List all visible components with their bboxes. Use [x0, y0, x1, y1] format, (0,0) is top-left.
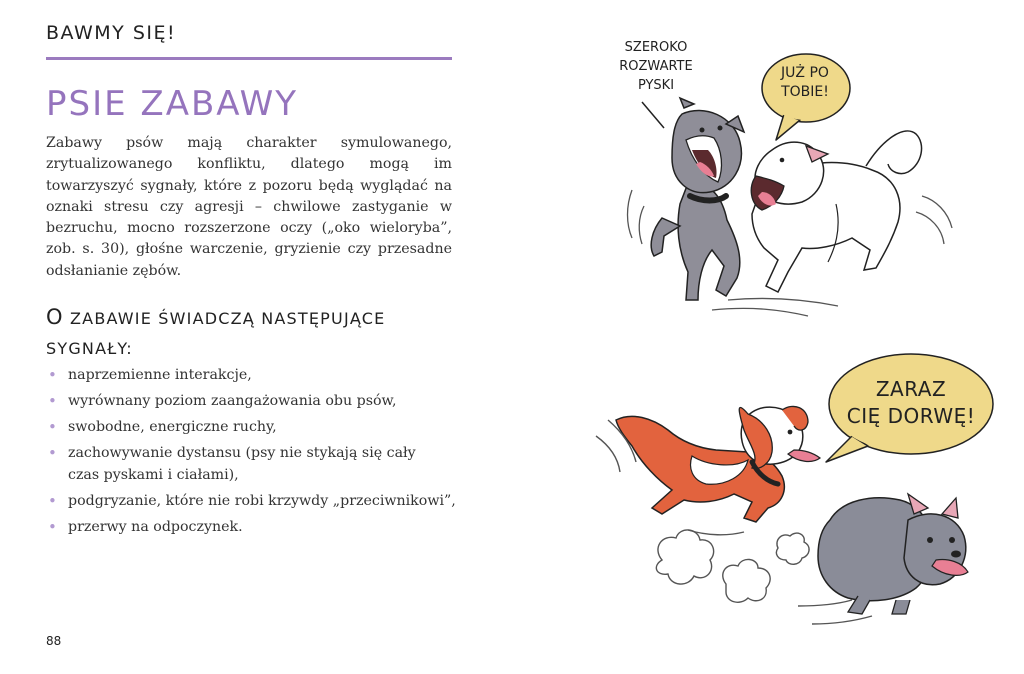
signals-subheading: [46, 300, 452, 362]
list-item: • swobodne, energiczne ruchy,: [46, 417, 466, 439]
body-paragraph: Zabawy psów mają charakter symulowanego, zrytualizowanego konfliktu, dlatego mogą im towarzyszyć sygnały, które z pozoru będą wyglądać na oznaki stresu czy agresji – chwilowe zastyganie w bezruchu, mocno rozszerzone oczy („oko wieloryba”, zob. s. 30), głośne warczenie, gryzienie czy przesadne odsłanianie zębów.: [46, 135, 452, 279]
subheading-line-1-rest: ZABAWIE ŚWIADCZĄ NASTĘPUJĄCE: [63, 309, 386, 328]
speech-bubble-2-text: [836, 376, 986, 430]
bulldog-illustration: [818, 494, 968, 614]
bubble-line: TOBIE!: [781, 84, 829, 100]
right-page: [512, 0, 1024, 674]
subheading-line-2: SYGNAŁY:: [46, 339, 133, 358]
caption-line: SZEROKO: [624, 40, 688, 55]
list-item: • przerwy na odpoczynek.: [46, 517, 466, 539]
subheading-initial: O: [46, 305, 64, 329]
subheading-line-1: [46, 300, 452, 336]
white-dog-illustration: [751, 131, 921, 292]
list-item: • zachowywanie dystansu (psy nie stykają się cały czas pyskami i ciałami),: [46, 443, 466, 486]
bubble-line: CIĘ DORWĘ!: [846, 404, 976, 428]
orange-dog-illustration: [616, 406, 820, 522]
page-number: 88: [46, 634, 62, 648]
signals-list: [46, 365, 466, 543]
illustration-caption: [596, 38, 716, 95]
list-item: • podgryzanie, które nie robi krzywdy „przeciwnikowi”,: [46, 491, 466, 513]
bubble-line: JUŻ PO: [781, 65, 829, 81]
speech-bubble-1-text: [762, 64, 848, 102]
header-rule: [46, 57, 452, 60]
section-header: BAWMY SIĘ!: [46, 22, 177, 44]
caption-line: PYSKI: [637, 78, 675, 93]
gray-dog-illustration: [651, 98, 744, 300]
caption-line: ROZWARTE: [619, 59, 693, 74]
page-title: PSIE ZABAWY: [46, 84, 299, 124]
caption-pointer: [642, 102, 664, 128]
bubble-line: ZARAZ: [875, 377, 947, 401]
list-item: • naprzemienne interakcje,: [46, 365, 466, 387]
list-item: • wyrównany poziom zaangażowania obu psów,: [46, 391, 466, 413]
